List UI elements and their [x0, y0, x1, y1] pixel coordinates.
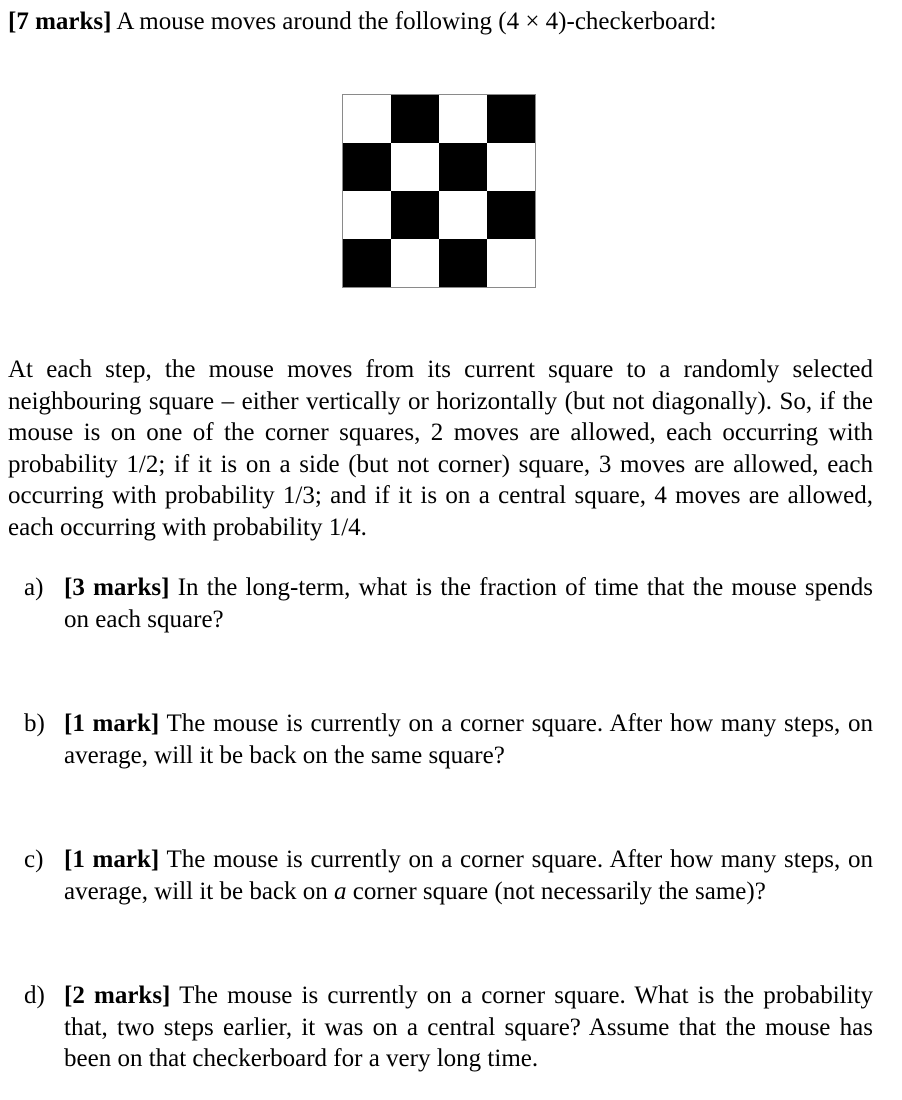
part-c-question-start: The mouse is currently on a corner square. After how many steps, on average, will it be back on: [64, 846, 873, 905]
question-marks: [7 marks]: [8, 8, 112, 35]
board-square-black: [343, 239, 391, 287]
part-c: [24, 844, 873, 907]
intro-paragraph: At each step, the mouse moves from its current square to a randomly selected neighbouring square – either vertically or horizontally (but not diagonally). So, if the mouse is on one of the corner squares, 2 moves are allowed, each occurring with probability 1/2; if it is on a side (but not corner) square, 3 moves are allowed, each occurring with probability 1/3; and if it is on a central square, 4 moves are allowed, each occurring with probability 1/4.: [8, 356, 873, 541]
part-d-marks: [2 marks]: [64, 982, 171, 1009]
board-square-white: [391, 143, 439, 191]
board-square-white: [487, 239, 535, 287]
part-d: [24, 980, 873, 1075]
board-square-white: [439, 95, 487, 143]
question-header-text: A mouse moves around the following (4 × 4)-checkerboard:: [116, 8, 717, 35]
part-d-text: [64, 980, 873, 1075]
part-c-emphasis: a: [334, 877, 347, 905]
question-header: [8, 6, 888, 38]
board-square-black: [391, 191, 439, 239]
board-square-black: [391, 95, 439, 143]
part-b-text: [64, 708, 873, 771]
part-a-label: a): [24, 574, 44, 601]
part-a: [24, 572, 873, 635]
board-square-black: [487, 191, 535, 239]
part-b-label: b): [24, 710, 45, 737]
part-d-label: d): [24, 982, 45, 1009]
part-b-marks: [1 mark]: [64, 710, 160, 737]
part-b: [24, 708, 873, 771]
board-square-white: [487, 143, 535, 191]
part-c-label: c): [24, 846, 44, 873]
part-c-question-end: corner square (not necessarily the same)?: [352, 877, 766, 905]
part-a-marks: [3 marks]: [64, 574, 170, 601]
board-square-white: [343, 95, 391, 143]
board-square-white: [439, 191, 487, 239]
board-square-white: [343, 191, 391, 239]
board-square-black: [439, 143, 487, 191]
part-b-question: The mouse is currently on a corner square. After how many steps, on average, will it be back on the same square?: [64, 710, 873, 769]
board-square-white: [391, 239, 439, 287]
board-square-black: [487, 95, 535, 143]
board-square-black: [343, 143, 391, 191]
part-c-text: [64, 844, 873, 907]
part-a-question: In the long-term, what is the fraction of time that the mouse spends on each square?: [64, 574, 873, 633]
part-c-marks: [1 mark]: [64, 846, 160, 873]
checkerboard: [342, 94, 536, 288]
part-d-question: The mouse is currently on a corner square. What is the probability that, two steps earlier, it was on a central square? Assume that the mouse has been on that checkerboard for a very long time.: [64, 982, 873, 1072]
board-square-black: [439, 239, 487, 287]
part-a-text: [64, 572, 873, 635]
